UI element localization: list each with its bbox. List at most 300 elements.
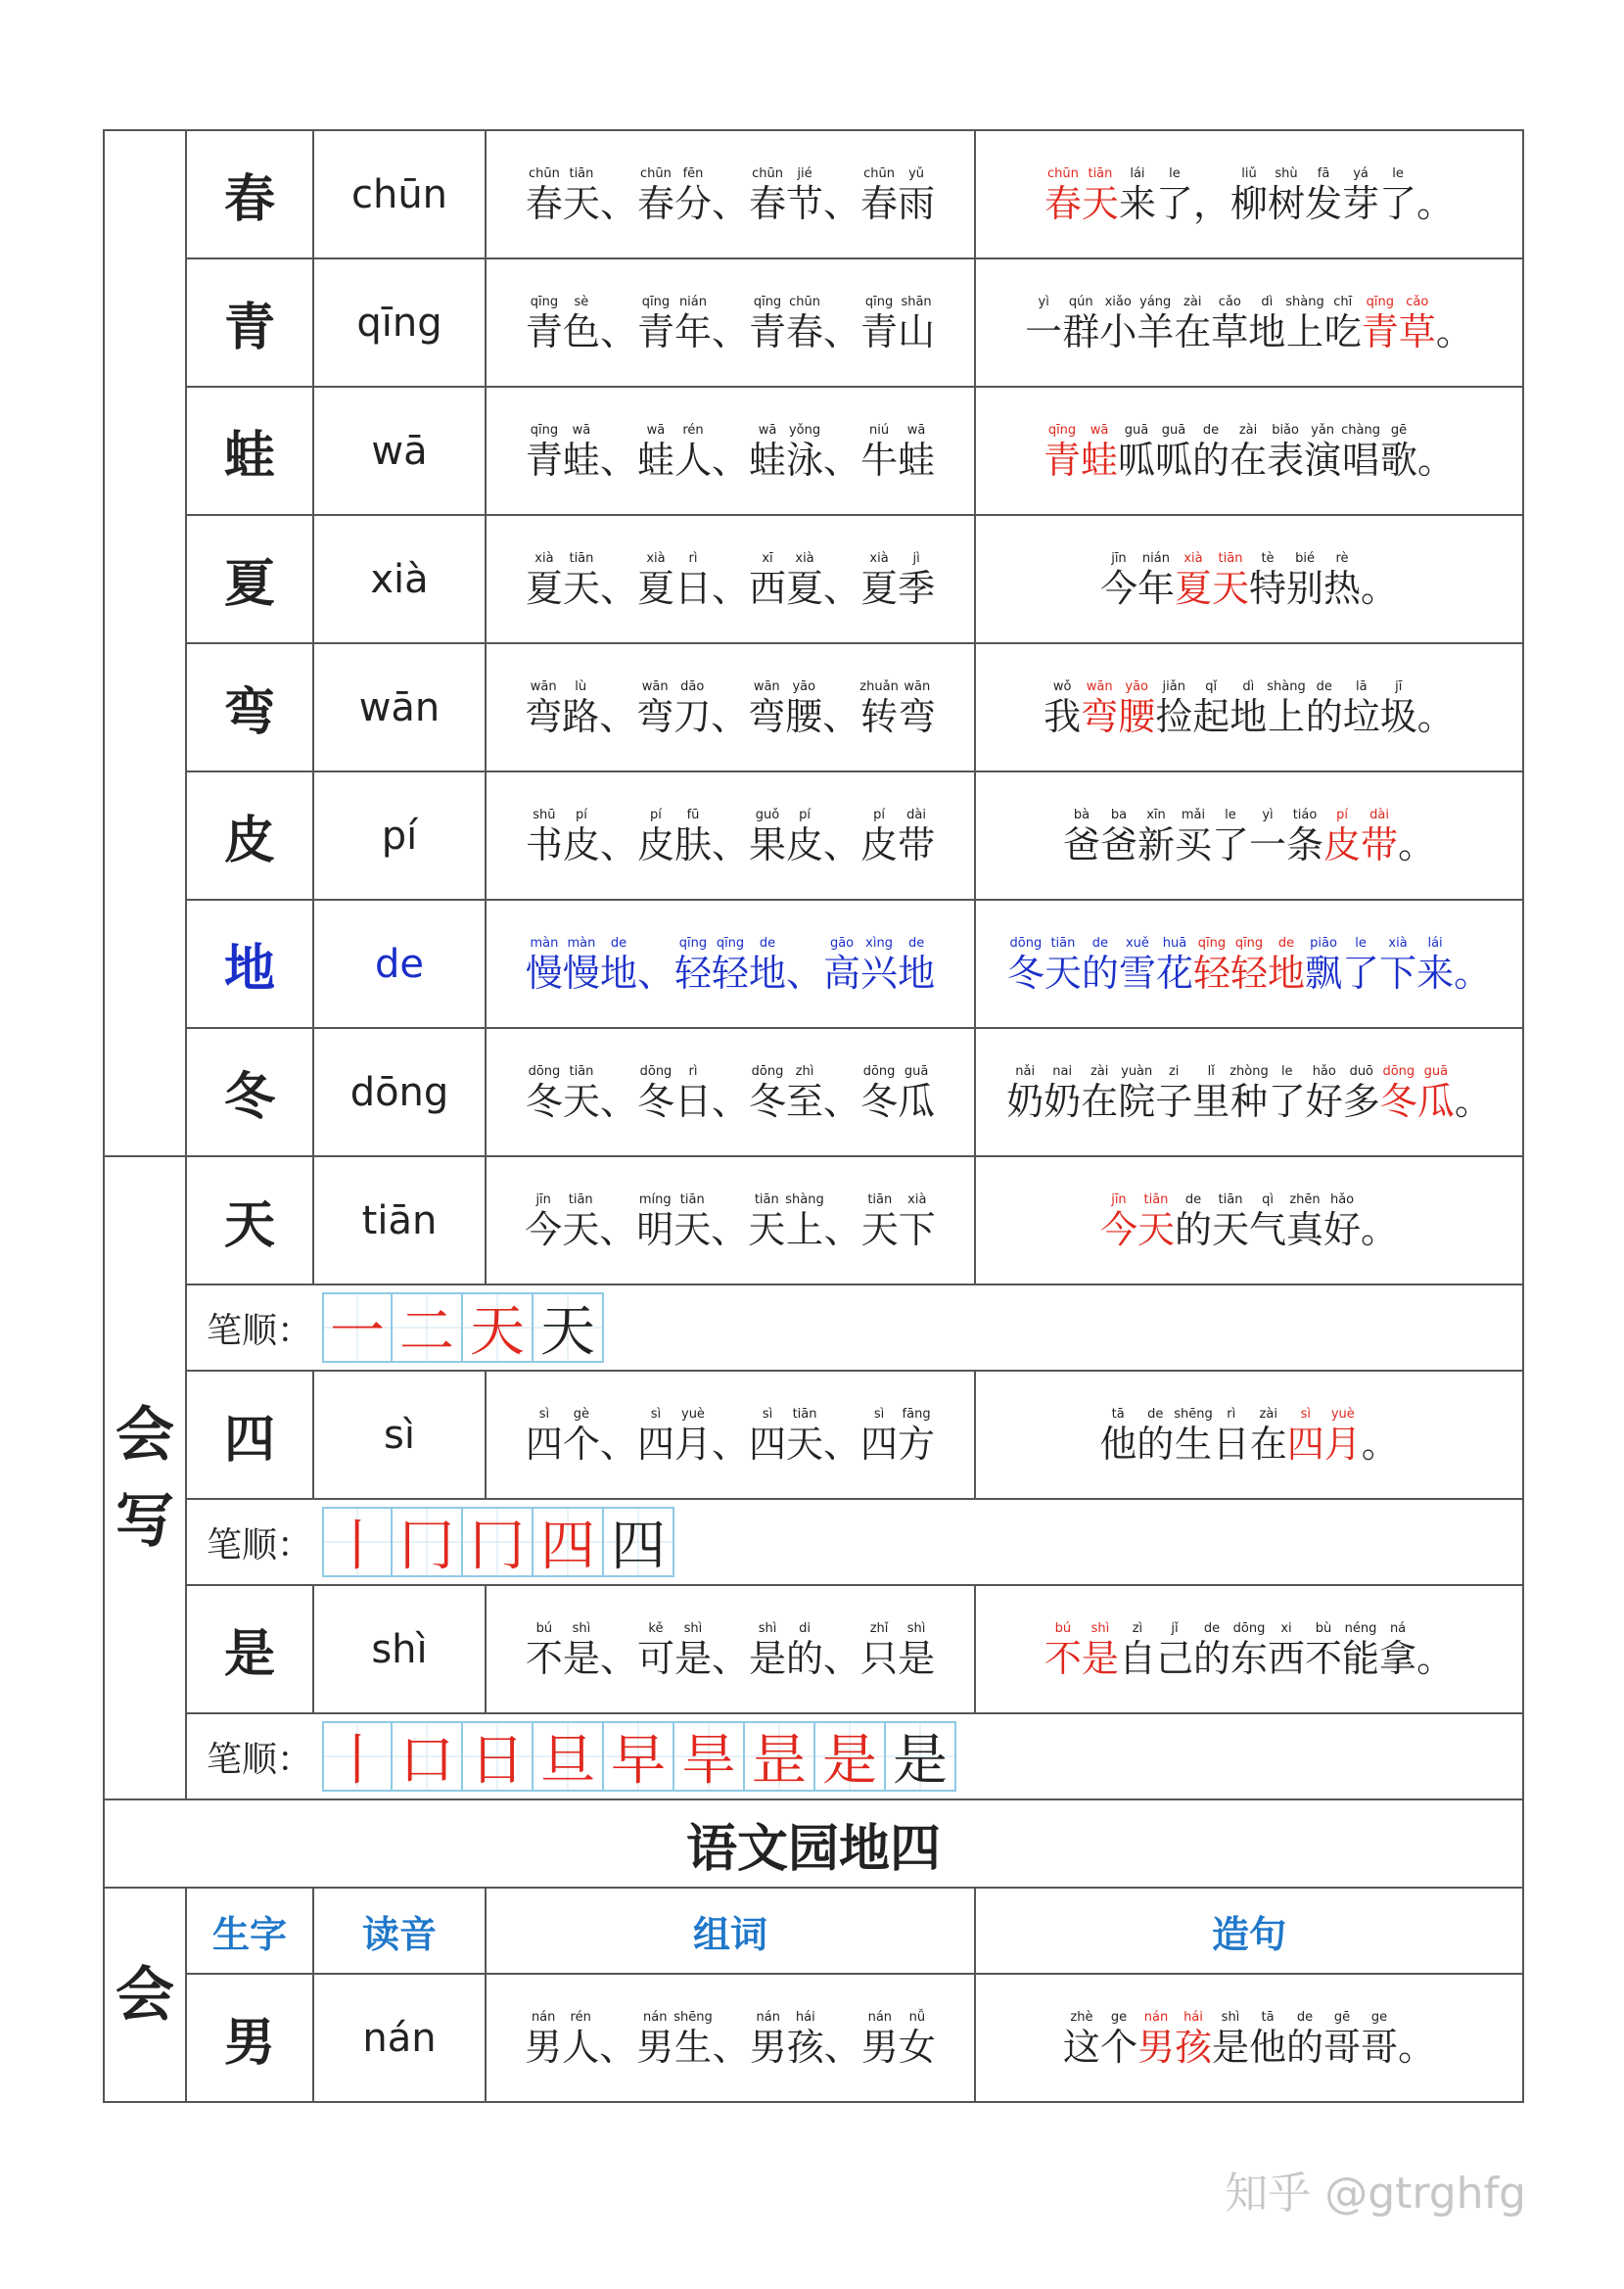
hanzi: 奶 (1044, 1079, 1082, 1123)
ruby-char (860, 935, 898, 994)
word (525, 1191, 599, 1250)
ruby-char (1192, 422, 1230, 481)
ruby-char (861, 1191, 899, 1250)
pinyin-annotation: zì (1132, 1620, 1143, 1636)
pinyin-annotation: qún (1068, 294, 1093, 309)
hanzi: 春 (525, 181, 563, 225)
pinyin-annotation: qǐ (1205, 678, 1218, 694)
pinyin-annotation: kě (648, 1620, 664, 1636)
ruby-char (1248, 294, 1285, 352)
sentence (976, 1406, 1522, 1465)
pinyin-annotation: xīn (1146, 807, 1166, 822)
ruby-char (1174, 1406, 1213, 1465)
ruby-char (898, 1620, 935, 1679)
word-list (487, 294, 974, 352)
hanzi: 地 (1248, 309, 1286, 353)
pinyin-cell: qīng (313, 258, 486, 387)
hanzi: 月 (1323, 1422, 1362, 1466)
punctuation: 、 (599, 1207, 637, 1251)
word (860, 807, 935, 865)
hanzi: 人 (562, 2025, 600, 2069)
pinyin-annotation: gāo (829, 935, 855, 951)
pinyin-annotation: bà (1073, 807, 1090, 822)
pinyin-annotation: rén (682, 422, 704, 438)
ruby-char (1230, 422, 1267, 481)
pinyin-annotation: cǎo (1406, 294, 1429, 309)
ruby-char (823, 935, 860, 994)
hanzi: 的 (1174, 1207, 1212, 1251)
pinyin-annotation: tiān (569, 165, 594, 181)
hanzi: 条 (1286, 822, 1324, 866)
hanzi: 路 (562, 694, 600, 738)
ruby-char (673, 2009, 713, 2068)
pinyin-annotation: dōng (639, 1063, 673, 1079)
sentence-cell (975, 515, 1523, 643)
ruby-char (1118, 678, 1155, 737)
sentence (976, 165, 1522, 224)
hanzi: 四 (525, 1422, 563, 1466)
pinyin-annotation: chūn (640, 165, 672, 181)
pinyin-annotation: de (1147, 1406, 1164, 1422)
ruby-char (637, 1406, 674, 1465)
ruby-char (563, 422, 600, 481)
ruby-char (750, 2009, 787, 2068)
hanzi: 色 (562, 309, 600, 353)
hanzi: 上 (1268, 694, 1306, 738)
pinyin-annotation: yāo (792, 678, 816, 694)
hanzi: 男 (636, 2025, 674, 2069)
ruby-char (1267, 678, 1305, 737)
ruby-char (1175, 2009, 1212, 2068)
pinyin-annotation: míng (638, 1191, 672, 1207)
hanzi: 山 (898, 309, 936, 353)
pinyin-annotation: bié (1295, 550, 1315, 566)
ruby-char (562, 1191, 599, 1250)
pinyin-annotation: tiān (1088, 165, 1113, 181)
pinyin-annotation: chī (1333, 294, 1353, 309)
sentence-cell (975, 900, 1523, 1028)
ruby-char (1343, 678, 1380, 737)
hanzi: 西 (1268, 1636, 1306, 1680)
pinyin-annotation: jì (912, 550, 920, 566)
sentence (976, 807, 1522, 865)
char-cell: 冬 (186, 1028, 313, 1156)
punctuation: 、 (823, 1636, 861, 1680)
hanzi: 月 (673, 1422, 712, 1466)
hanzi: 春 (749, 181, 787, 225)
hanzi: 歌 (1379, 438, 1417, 482)
pinyin-annotation: zhòng (1230, 1063, 1269, 1079)
ruby-char (563, 1063, 600, 1122)
pinyin-cell: xià (313, 515, 486, 643)
ruby-char (1230, 678, 1267, 737)
words-cell (486, 258, 975, 387)
hanzi: 分 (673, 181, 712, 225)
word (674, 935, 786, 994)
word (860, 422, 935, 481)
punctuation: 、 (711, 1079, 749, 1123)
pinyin-annotation: fāng (902, 1406, 931, 1422)
pinyin-annotation: ba (1110, 807, 1128, 822)
ruby-char (1155, 422, 1192, 481)
char-row (104, 258, 1523, 387)
ruby-char (674, 1406, 712, 1465)
pinyin-annotation: yǔ (908, 165, 925, 181)
pinyin-annotation: wān (530, 678, 557, 694)
stroke-step: 口 (393, 1721, 463, 1792)
punctuation: 。 (1361, 566, 1399, 610)
hanzi: 年 (1137, 566, 1175, 610)
ruby-char (1267, 422, 1304, 481)
pinyin-annotation: jié (797, 165, 812, 181)
ruby-char (1342, 165, 1379, 224)
ruby-char (562, 678, 599, 737)
pinyin-annotation: nián (1141, 550, 1170, 566)
ruby-char (563, 165, 600, 224)
pinyin-annotation: zhēn (1289, 1191, 1321, 1207)
hanzi: 雨 (898, 181, 936, 225)
hanzi: 在 (1249, 1422, 1287, 1466)
ruby-char (860, 1406, 898, 1465)
ruby-char (1361, 2009, 1398, 2068)
pinyin-annotation: le (1355, 935, 1367, 951)
hanzi: 天 (1137, 1207, 1175, 1251)
ruby-char (899, 678, 936, 737)
hanzi: 拿 (1379, 1636, 1417, 1680)
char-row (104, 130, 1523, 258)
pinyin-annotation: yì (1038, 294, 1049, 309)
pinyin-annotation: sì (650, 1406, 662, 1422)
word (526, 1620, 600, 1679)
pinyin-annotation: dài (1369, 807, 1389, 822)
sentence-cell (975, 130, 1523, 258)
ruby-char (526, 550, 563, 609)
pinyin-cell: pí (313, 771, 486, 900)
ruby-char (1399, 294, 1436, 352)
word (637, 1063, 712, 1122)
ruby-char (1193, 935, 1230, 994)
pinyin-annotation: niú (869, 422, 890, 438)
ruby-char (1380, 678, 1417, 737)
ruby-char (563, 294, 600, 352)
ruby-char (1044, 1620, 1082, 1679)
header-sentence: 造句 (975, 1888, 1523, 1974)
pinyin-annotation: dōng (1009, 935, 1043, 951)
hanzi: 皮 (636, 822, 674, 866)
stroke-step: 冂 (463, 1507, 534, 1577)
word (637, 807, 712, 865)
hanzi: 个 (562, 1422, 600, 1466)
ruby-char (1268, 1620, 1305, 1679)
pinyin-cell: de (313, 900, 486, 1028)
pinyin-annotation: shàng (785, 1191, 824, 1207)
hanzi: 是 (1081, 1636, 1119, 1680)
pinyin-annotation: xià (795, 550, 814, 566)
pinyin-cell: wā (313, 387, 486, 515)
hanzi: 羊 (1137, 309, 1175, 353)
ruby-char (1155, 678, 1192, 737)
punctuation: 。 (1454, 1079, 1492, 1123)
ruby-char (860, 1620, 898, 1679)
ruby-char (563, 935, 600, 994)
pinyin-annotation: shì (906, 1620, 926, 1636)
ruby-char (637, 807, 674, 865)
hanzi: 的 (1192, 1636, 1230, 1680)
ruby-char (525, 678, 562, 737)
pinyin-annotation: pí (799, 807, 811, 822)
stroke-step: 日 (463, 1721, 534, 1792)
hanzi: 热 (1323, 566, 1362, 610)
ruby-char (1063, 2009, 1100, 2068)
word (637, 550, 712, 609)
hanzi: 四 (1286, 1422, 1324, 1466)
ruby-char (674, 935, 712, 994)
hanzi: 是 (562, 1636, 600, 1680)
punctuation: 、 (711, 694, 749, 738)
ruby-char (1343, 1063, 1380, 1122)
sentence (976, 935, 1522, 994)
hanzi: 今 (1099, 566, 1137, 610)
pinyin-annotation: nai (1052, 1063, 1073, 1079)
hanzi: 花 (1155, 951, 1193, 995)
hanzi: 季 (898, 566, 936, 610)
word (637, 1406, 712, 1465)
ruby-char (637, 1620, 674, 1679)
hanzi: 别 (1286, 566, 1324, 610)
hanzi: 来 (1118, 181, 1156, 225)
pinyin-annotation: yuàn (1121, 1063, 1153, 1079)
pinyin-annotation: nán (867, 2009, 893, 2025)
pinyin-annotation: le (1169, 165, 1181, 181)
pinyin-annotation: tā (1261, 2009, 1275, 2025)
hanzi: 果 (749, 822, 787, 866)
ruby-char (600, 935, 637, 994)
ruby-char (1118, 1063, 1155, 1122)
hanzi: 日 (673, 1079, 712, 1123)
pinyin-annotation: dì (1242, 678, 1255, 694)
ruby-char (1212, 2009, 1249, 2068)
pinyin-annotation: nǚ (908, 2009, 926, 2025)
words-cell (486, 771, 975, 900)
hanzi: 弯 (636, 694, 674, 738)
pinyin-annotation: chūn (528, 165, 560, 181)
words-cell (486, 1371, 975, 1499)
sentence-cell (975, 1585, 1523, 1713)
hanzi: 奶 (1006, 1079, 1044, 1123)
hanzi: 方 (898, 1422, 936, 1466)
pinyin-annotation: chūn (752, 165, 783, 181)
pinyin-annotation: nián (678, 294, 707, 309)
ruby-char (1193, 1620, 1230, 1679)
ruby-char (1379, 1620, 1416, 1679)
pinyin-annotation: jīn (1111, 550, 1127, 566)
pinyin-annotation: ge (1110, 2009, 1128, 2025)
hanzi: 冬 (749, 1079, 787, 1123)
hanzi: 种 (1230, 1079, 1268, 1123)
ruby-char (1100, 2009, 1137, 2068)
punctuation: 、 (711, 822, 749, 866)
hanzi: 今 (1099, 1207, 1137, 1251)
char-row (104, 1028, 1523, 1156)
punctuation: 。 (1361, 1207, 1399, 1251)
pinyin-annotation: pí (650, 807, 662, 822)
stroke-order-cell (186, 1713, 1523, 1799)
ruby-char (1137, 1191, 1175, 1250)
word (636, 678, 711, 737)
stroke-order-row (104, 1285, 1523, 1371)
ruby-char (1063, 807, 1100, 865)
punctuation: 。 (1416, 694, 1455, 738)
pinyin-annotation: sì (1300, 1406, 1311, 1422)
ruby-char (787, 2009, 824, 2068)
hanzi: 皮 (786, 822, 824, 866)
ruby-char (563, 1620, 600, 1679)
pinyin-annotation: gē (1390, 422, 1408, 438)
word (637, 1620, 712, 1679)
pinyin-annotation: xià (646, 550, 666, 566)
word (637, 165, 712, 224)
hanzi: 弯 (1081, 694, 1119, 738)
punctuation: 、 (599, 1079, 637, 1123)
pinyin-annotation: hǎo (1329, 1191, 1355, 1207)
ruby-char (749, 550, 786, 609)
pinyin-annotation: le (1280, 1063, 1293, 1079)
words-cell (486, 387, 975, 515)
pinyin-annotation: màn (567, 935, 596, 951)
section-title: 语文园地四 (104, 1799, 1523, 1888)
hanzi: 皮 (860, 822, 899, 866)
pinyin-annotation: sì (538, 1406, 550, 1422)
hanzi: 草 (1398, 309, 1436, 353)
hanzi: 在 (1081, 1079, 1119, 1123)
sentence (976, 422, 1522, 481)
hanzi: 的 (1081, 951, 1119, 995)
pinyin-annotation: yì (1262, 807, 1274, 822)
hanzi: 地 (1268, 951, 1306, 995)
pinyin-annotation: de (1184, 1191, 1202, 1207)
ruby-char (1285, 294, 1323, 352)
ruby-char (1249, 2009, 1286, 2068)
ruby-char (562, 2009, 599, 2068)
pinyin-annotation: yuè (681, 1406, 705, 1422)
punctuation: 、 (599, 309, 637, 353)
char-row (104, 515, 1523, 643)
hanzi: 冬 (1006, 951, 1044, 995)
char-cell: 四 (186, 1371, 313, 1499)
pinyin-annotation: qīng (864, 294, 894, 309)
ruby-char (786, 294, 823, 352)
punctuation: 、 (711, 1207, 749, 1251)
hanzi: 日 (1212, 1422, 1250, 1466)
punctuation: 、 (711, 1636, 749, 1680)
header-row (104, 1888, 1523, 1974)
hanzi: 只 (860, 1636, 899, 1680)
hanzi: 青 (1043, 438, 1081, 482)
hanzi: 冬 (860, 1079, 899, 1123)
ruby-char (1286, 807, 1323, 865)
word (823, 935, 935, 994)
hanzi: 瓜 (1416, 1079, 1455, 1123)
pinyin-cell: dōng (313, 1028, 486, 1156)
ruby-char (1380, 1063, 1417, 1122)
stroke-label: 笔顺： (207, 1739, 313, 1780)
hanzi: 生 (673, 2025, 712, 2069)
word-list (487, 550, 974, 609)
word-list (487, 2009, 974, 2068)
pinyin-annotation: xiǎo (1104, 294, 1132, 309)
pinyin-annotation: dōng (1232, 1620, 1266, 1636)
char-cell: 弯 (186, 643, 313, 771)
pinyin-annotation: wān (753, 678, 780, 694)
pinyin-annotation: qīng (753, 294, 782, 309)
hanzi: 天 (748, 1207, 786, 1251)
word (749, 294, 823, 352)
hanzi: 四 (860, 1422, 899, 1466)
ruby-char (525, 1191, 562, 1250)
ruby-char (786, 1620, 823, 1679)
pinyin-cell: chūn (313, 130, 486, 258)
stroke-step: 旱 (674, 1721, 745, 1792)
pinyin-annotation: rén (570, 2009, 591, 2025)
punctuation: 、 (599, 181, 637, 225)
ruby-char (1192, 678, 1230, 737)
pinyin-annotation: shì (572, 1620, 591, 1636)
ruby-char (1062, 294, 1099, 352)
stroke-step: 丨 (322, 1721, 393, 1792)
word-list (487, 1191, 974, 1250)
word-list (487, 1406, 974, 1465)
punctuation: 、 (599, 566, 637, 610)
ruby-char (1082, 935, 1119, 994)
pinyin-annotation: dì (1261, 294, 1274, 309)
pinyin-annotation: sì (762, 1406, 773, 1422)
pinyin-annotation: dōng (862, 1063, 896, 1079)
pinyin-annotation: tiān (569, 550, 594, 566)
ruby-char (637, 550, 674, 609)
word (860, 294, 935, 352)
word (861, 1191, 936, 1250)
pinyin-annotation: cǎo (1218, 294, 1241, 309)
ruby-char (636, 678, 673, 737)
ruby-char (1137, 2009, 1175, 2068)
char-cell: 春 (186, 130, 313, 258)
hanzi: 泳 (786, 438, 824, 482)
word (526, 422, 600, 481)
hanzi: 带 (898, 822, 936, 866)
pinyin-annotation: xi (1280, 1620, 1292, 1636)
pinyin-annotation: pí (575, 807, 587, 822)
pinyin-annotation: dāo (680, 678, 705, 694)
punctuation: 、 (599, 1422, 637, 1466)
pinyin-annotation: nán (642, 2009, 668, 2025)
pinyin-annotation: tè (1261, 550, 1275, 566)
ruby-char (785, 678, 822, 737)
pinyin-annotation: zài (1183, 294, 1202, 309)
punctuation: 、 (786, 951, 824, 995)
pinyin-annotation: qīng (1197, 935, 1227, 951)
punctuation: 、 (823, 1422, 861, 1466)
pinyin-annotation: jīn (1111, 1191, 1127, 1207)
hanzi: 天 (673, 1207, 712, 1251)
pinyin-annotation: zi (1168, 1063, 1180, 1079)
pinyin-annotation: piāo (1310, 935, 1337, 951)
punctuation: 。 (1454, 951, 1492, 995)
stroke-label: 笔顺： (207, 1310, 313, 1351)
ruby-char (1342, 935, 1379, 994)
pinyin-annotation: chūn (1046, 165, 1079, 181)
ruby-char (1362, 294, 1399, 352)
pinyin-annotation: zhǐ (869, 1620, 889, 1636)
